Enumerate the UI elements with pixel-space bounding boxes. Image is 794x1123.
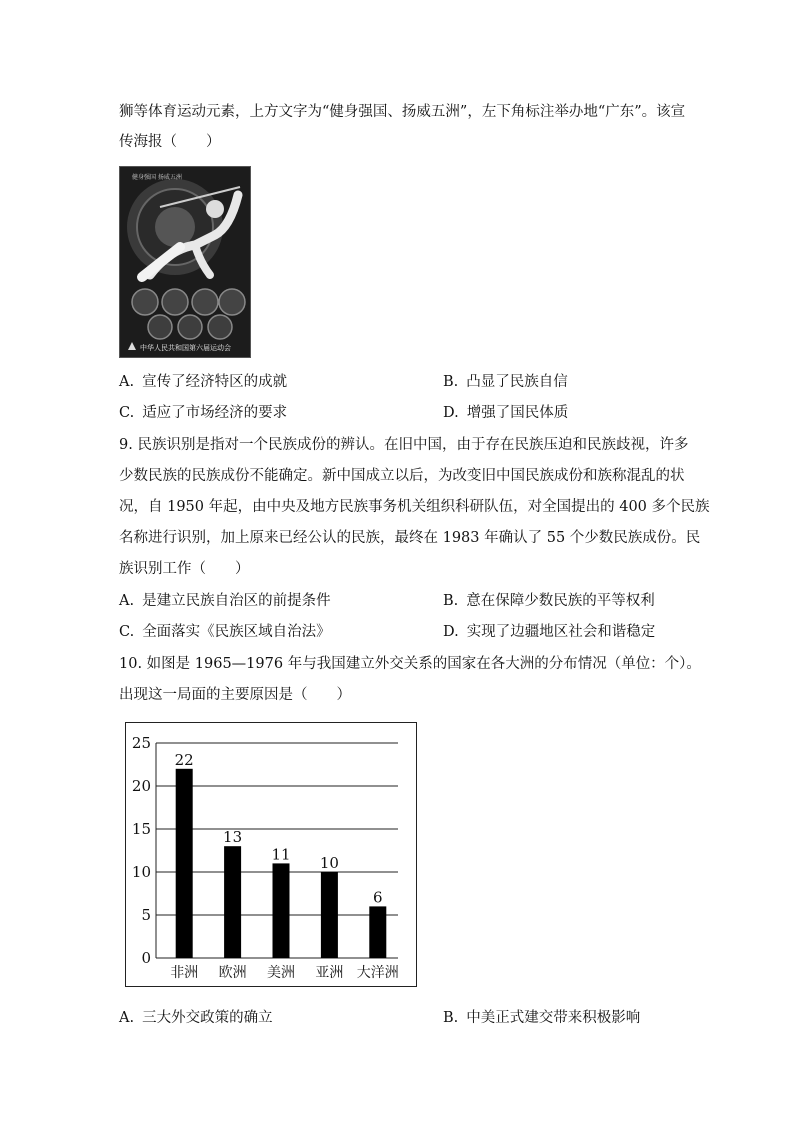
q8-option-d[interactable] (443, 403, 568, 423)
x-tick-label: 非洲 (170, 965, 199, 981)
option-key: C. (119, 405, 135, 421)
q10-stem-line: 出现这一局面的主要原因是（ ） (119, 687, 351, 703)
option-key: A. (119, 593, 135, 609)
q8-option-a[interactable] (119, 372, 287, 392)
q10-option-a[interactable] (119, 1008, 273, 1028)
bar (224, 846, 241, 958)
q9-stem-line: 少数民族的民族成份不能确定。新中国成立以后，为改变旧中国民族成份和族称混乱的状 (119, 468, 685, 484)
q9-stem-line: 况，自 1950 年起，由中央及地方民族事务机关组织科研队伍，对全国提出的 400 多个民族 (119, 499, 710, 515)
option-key: B. (443, 593, 459, 609)
bar (321, 872, 338, 958)
q8-stem-line2: 传海报（ ） (119, 134, 221, 150)
bar (273, 863, 290, 958)
option-text: 实现了边疆地区社会和谐稳定 (466, 624, 656, 640)
data-label: 6 (373, 888, 383, 907)
poster-top-text: 健身强国 扬威五洲 (132, 174, 182, 181)
q9-option-d[interactable] (443, 622, 655, 642)
q9-stem-line: 9. 民族识别是指对一个民族成份的辨认。在旧中国，由于存在民族压迫和民族歧视，许多 (119, 437, 689, 453)
q9-stem-line: 族识别工作（ ） (119, 561, 250, 577)
q9-stem-line: 名称进行识别，加上原来已经公认的民族，最终在 1983 年确认了 55 个少数民族成份。民 (119, 530, 701, 546)
data-label: 10 (319, 854, 339, 872)
option-text: 全面落实《民族区域自治法》 (142, 624, 331, 640)
q8-option-c[interactable] (119, 403, 287, 423)
y-tick-label: 25 (131, 734, 151, 752)
option-text: 增强了国民体质 (466, 405, 569, 421)
x-tick-label: 大洋洲 (356, 965, 399, 981)
option-key: A. (119, 1010, 135, 1026)
option-key: D. (443, 624, 459, 640)
option-text: 适应了市场经济的要求 (142, 405, 288, 421)
q10-option-b[interactable] (443, 1008, 640, 1028)
option-text: 是建立民族自治区的前提条件 (142, 593, 331, 609)
option-key: B. (443, 374, 459, 390)
sports-poster-image (119, 166, 251, 358)
option-key: D. (443, 405, 459, 421)
y-tick-label: 10 (131, 863, 151, 881)
bar-chart-svg (126, 723, 416, 986)
q9-option-a[interactable] (119, 591, 331, 611)
x-tick-label: 欧洲 (218, 965, 247, 981)
data-label: 11 (271, 845, 291, 864)
poster-bottom-text: 中华人民共和国第六届运动会 (140, 344, 231, 352)
q8-option-b[interactable] (443, 372, 568, 392)
option-key: B. (443, 1010, 459, 1026)
y-tick-label: 15 (131, 820, 151, 838)
data-label: 13 (223, 828, 243, 847)
bar (369, 906, 386, 958)
q9-option-c[interactable] (119, 622, 331, 642)
x-tick-label: 亚洲 (315, 965, 344, 981)
option-key: C. (119, 624, 135, 640)
data-label: 22 (174, 750, 194, 769)
option-text: 宣传了经济特区的成就 (142, 374, 288, 390)
option-key: A. (119, 374, 135, 390)
q8-stem-line1: 狮等体育运动元素，上方文字为“健身强国、扬威五洲”，左下角标注举办地“广东”。该宣 (119, 104, 686, 120)
bar-chart (125, 722, 417, 987)
y-tick-label: 20 (131, 777, 151, 795)
q10-stem-line: 10. 如图是 1965—1976 年与我国建立外交关系的国家在各大洲的分布情况（单位：个）。 (119, 656, 701, 672)
q9-option-b[interactable] (443, 591, 655, 611)
bar (176, 769, 193, 958)
option-text: 意在保障少数民族的平等权利 (466, 593, 655, 609)
x-tick-label: 美洲 (267, 965, 295, 981)
option-text: 凸显了民族自信 (466, 374, 568, 390)
option-text: 中美正式建交带来积极影响 (466, 1010, 641, 1026)
option-text: 三大外交政策的确立 (142, 1010, 273, 1026)
y-tick-label: 0 (141, 949, 151, 967)
y-tick-label: 5 (141, 906, 151, 924)
poster-illustration (120, 167, 250, 357)
